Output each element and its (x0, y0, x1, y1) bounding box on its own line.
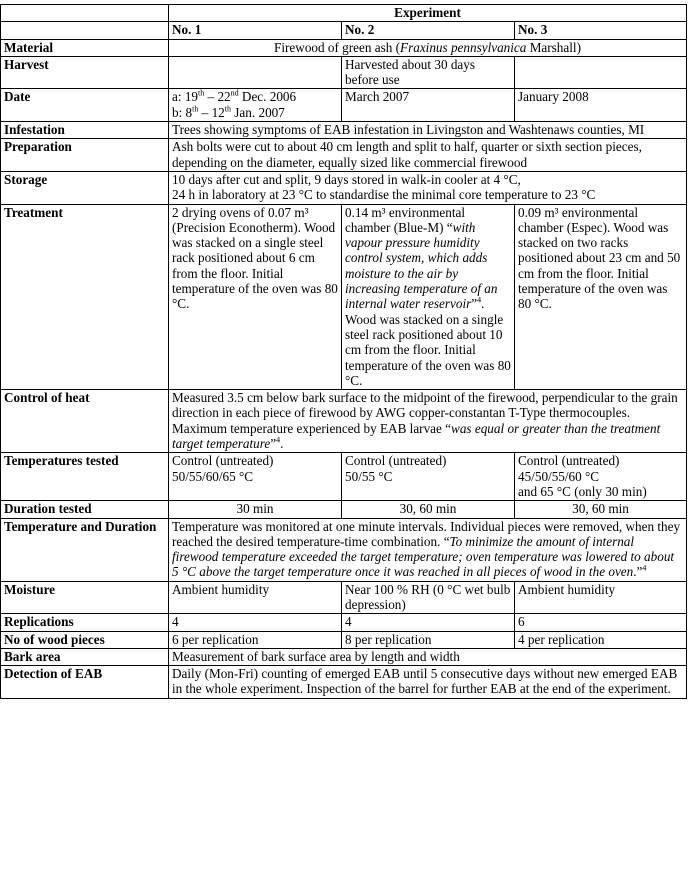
header-row-numbers (1, 22, 687, 39)
col-header-no3: No. 3 (515, 22, 687, 39)
control-heat-value (169, 390, 687, 453)
label-control-heat: Control of heat (1, 390, 169, 453)
row-material (1, 39, 687, 56)
label-temp-duration: Temperature and Duration (1, 518, 169, 581)
label-detection: Detection of EAB (1, 666, 169, 699)
label-preparation: Preparation (1, 139, 169, 172)
label-temps-tested: Temperatures tested (1, 453, 169, 501)
row-preparation (1, 139, 687, 172)
row-replications (1, 614, 687, 631)
row-treatment (1, 204, 687, 390)
treatment-no2-quote-text: with vapour pressure humidity control system, which adds moisture to the air by increasing temperature of an internal water reservoir (345, 219, 498, 312)
col-header-no1: No. 1 (169, 22, 342, 39)
treatment-no2-post: . Wood was stacked on a single steel rack positioned about 10 cm from the floor. Initial temperature of the oven was 80 °C. (345, 296, 511, 388)
moisture-no1: Ambient humidity (169, 581, 342, 614)
date-b-sup2: th (224, 104, 231, 114)
row-storage (1, 171, 687, 204)
duration-no2: 30, 60 min (342, 501, 515, 518)
treatment-no2 (342, 204, 515, 390)
temp-duration-quote-text: To minimize the amount of internal firewood temperature exceeded the target temperature; oven temperature was lowered to about 5 °C above the target temperature once it was reached in all pieces of wood in the oven (172, 533, 675, 580)
date-no2: March 2007 (342, 89, 515, 122)
treatment-no1: 2 drying ovens of 0.07 m³ (Precision Econotherm). Wood was stacked on a single steel rack positioned about 6 cm from the floor. Initial temperature of the oven was 80 °C. (169, 204, 342, 390)
label-harvest: Harvest (1, 56, 169, 89)
harvest-no2: Harvested about 30 days before use (342, 56, 515, 89)
replications-no2: 4 (342, 614, 515, 631)
replications-no3: 6 (515, 614, 687, 631)
date-a-pre: a: 19 (172, 89, 199, 105)
temps-no3 (515, 453, 687, 501)
temps-no1-line1: Control (untreated) (172, 453, 274, 469)
duration-no3: 30, 60 min (515, 501, 687, 518)
detection-value: Daily (Mon-Fri) counting of emerged EAB until 5 consecutive days without new emerged EAB in the whole experiment. Inspection of the barrel for further EAB at the end of the experiment. (169, 666, 687, 699)
experiment-table (0, 4, 687, 699)
material-value (169, 39, 687, 56)
label-material: Material (1, 39, 169, 56)
row-harvest (1, 56, 687, 89)
date-a-sup1: th (198, 89, 205, 99)
control-heat-quote-text: was equal or greater than the treatment target temperature (172, 420, 661, 452)
label-bark-area: Bark area (1, 648, 169, 665)
temps-no2 (342, 453, 515, 501)
temps-no2-line1: Control (untreated) (345, 453, 447, 469)
wood-pieces-no1: 6 per replication (169, 631, 342, 648)
storage-line1: 10 days after cut and split, 9 days stored in walk-in cooler at 4 °C, (172, 171, 521, 187)
storage-line2: 24 h in laboratory at 23 °C to standardise the minimal core temperature to 23 °C (172, 187, 596, 203)
row-duration (1, 501, 687, 518)
preparation-value: Ash bolts were cut to about 40 cm length and split to half, quarter or sixth section pieces, depending on the diameter, equally sized like commercial firewood (169, 139, 687, 172)
row-moisture (1, 581, 687, 614)
material-text-before: Firewood of green ash ( (274, 39, 401, 55)
label-infestation: Infestation (1, 122, 169, 139)
date-a-post: Dec. 2006 (238, 89, 297, 105)
date-no1 (169, 89, 342, 122)
treatment-no2-pre: 0.14 m³ environmental chamber (Blue-M) “ (345, 204, 466, 235)
temps-no3-line2: 45/50/55/60 °C (518, 468, 600, 484)
row-wood-pieces (1, 631, 687, 648)
control-heat-post: . (280, 436, 284, 452)
control-heat-ref: 4 (276, 435, 281, 445)
treatment-no2-ref: 4 (477, 295, 482, 305)
corner-cell-2 (1, 22, 169, 39)
row-bark-area (1, 648, 687, 665)
row-infestation (1, 122, 687, 139)
replications-no1: 4 (169, 614, 342, 631)
row-detection (1, 666, 687, 699)
temps-no3-line1: Control (untreated) (518, 453, 620, 469)
label-date: Date (1, 89, 169, 122)
temp-duration-post: .” (633, 564, 643, 580)
temps-no1-line2: 50/55/60/65 °C (172, 468, 254, 484)
bark-area-value: Measurement of bark surface area by length and width (169, 648, 687, 665)
header-row-experiment (1, 5, 687, 22)
harvest-no1 (169, 56, 342, 89)
temps-no2-line2: 50/55 °C (345, 468, 393, 484)
moisture-no3: Ambient humidity (515, 581, 687, 614)
col-header-no2: No. 2 (342, 22, 515, 39)
temp-duration-pre: Temperature was monitored at one minute intervals. Individual pieces were removed, when they reached the desired temperature-time combination. “ (172, 518, 681, 549)
wood-pieces-no3: 4 per replication (515, 631, 687, 648)
temp-duration-ref: 4 (642, 564, 647, 573)
label-storage: Storage (1, 171, 169, 204)
date-b-sup1: th (192, 104, 199, 114)
label-treatment: Treatment (1, 204, 169, 390)
row-temp-duration (1, 518, 687, 581)
wood-pieces-no2: 8 per replication (342, 631, 515, 648)
corner-cell (1, 5, 169, 22)
date-b-mid: – 12 (198, 104, 225, 120)
row-control-heat (1, 390, 687, 453)
material-species: Fraxinus pennsylvanica (400, 39, 527, 55)
date-no3: January 2008 (515, 89, 687, 122)
temp-duration-value (169, 518, 687, 581)
duration-no1: 30 min (169, 501, 342, 518)
row-temps-tested (1, 453, 687, 501)
control-heat-pre: Measured 3.5 cm below bark surface to the midpoint of the firewood, perpendicular to the grain direction in each piece of firewood by AWG copper-constantan T-Type thermocouples. Maximum temperature experienced by EAB larvae “ (172, 390, 678, 436)
label-wood-pieces: No of wood pieces (1, 631, 169, 648)
row-date (1, 89, 687, 122)
infestation-value: Trees showing symptoms of EAB infestation in Livingston and Washtenaws counties, MI (169, 122, 687, 139)
date-a-sup2: nd (230, 89, 239, 99)
date-a-mid: – 22 (204, 89, 231, 105)
date-b-pre: b: 8 (172, 104, 193, 120)
temps-no3-line3: and 65 °C (only 30 min) (518, 483, 647, 499)
control-heat-close-quote: ” (270, 436, 277, 452)
treatment-no2-close-quote: ” (471, 296, 478, 312)
harvest-no3 (515, 56, 687, 89)
label-replications: Replications (1, 614, 169, 631)
date-b-post: Jan. 2007 (231, 104, 285, 120)
treatment-no3: 0.09 m³ environmental chamber (Espec). Wood was stacked on two racks positioned about 23 cm and 50 cm from the floor. Initial temperature of the oven was 80 °C. (515, 204, 687, 390)
label-duration: Duration tested (1, 501, 169, 518)
moisture-no2: Near 100 % RH (0 °C wet bulb depression) (342, 581, 515, 614)
label-moisture: Moisture (1, 581, 169, 614)
experiment-header: Experiment (169, 5, 687, 22)
temps-no1 (169, 453, 342, 501)
storage-value (169, 171, 687, 204)
material-text-after: Marshall) (526, 39, 581, 55)
